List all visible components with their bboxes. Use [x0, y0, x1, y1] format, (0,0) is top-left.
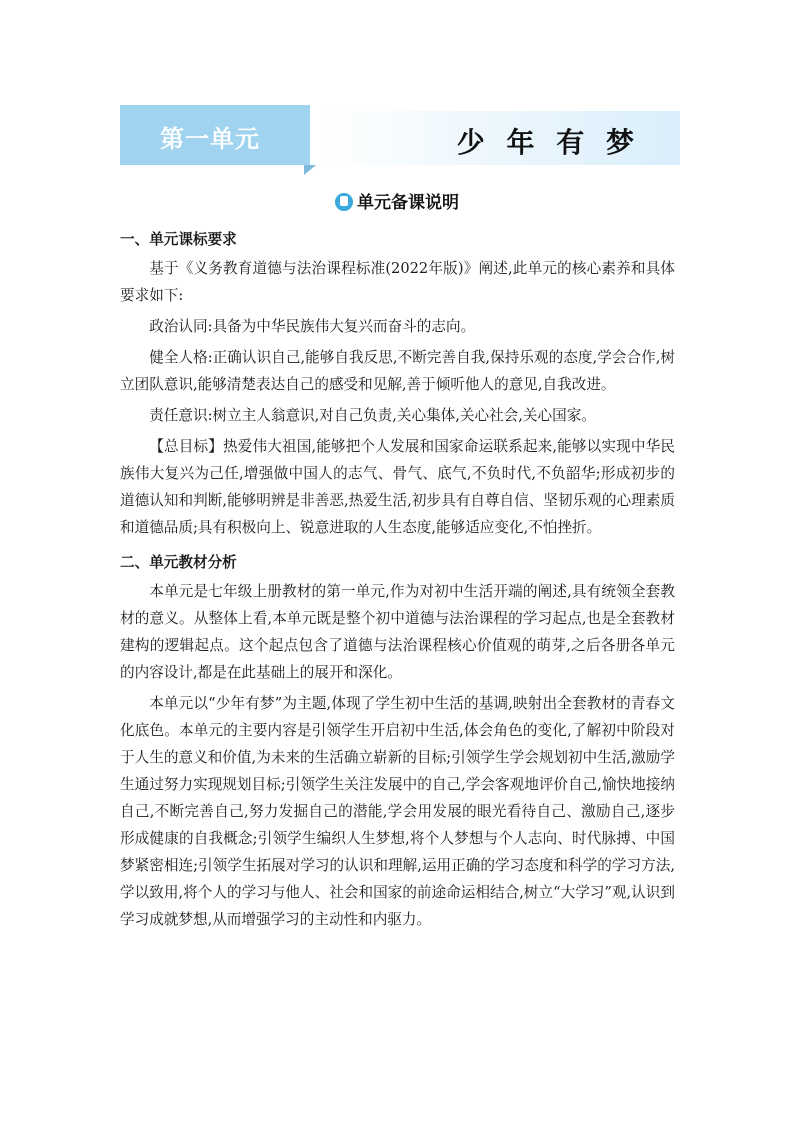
section-heading: 一、单元课标要求	[120, 231, 237, 248]
document-body	[120, 226, 675, 937]
paragraph: 责任意识:树立主人翁意识,对自己负责,关心集体,关心社会,关心国家。	[149, 407, 596, 424]
unit-title: 少 年 有 梦	[456, 126, 640, 159]
paragraph: 本单元以“少年有梦”为主题,体现了学生初中生活的基调,映射出全套教材的青春文化底色。本单元的主要内容是引领学生开启初中生活,体会角色的变化,了解初中阶段对于人生的意义和价值,为未来的生活确立崭新的目标;引领学生学会规划初中生活,激励学生通过努力实现规划目标;引领学生关注发展中的自己,学会客观地评价自己,愉快地接纳自己,不断完善自己,努力发掘自己的潜能,学会用发展的眼光看待自己、激励自己,逐步形成健康的自我概念;引领学生编织人生梦想,将个人梦想与个人志向、时代脉搏、中国梦紧密相连;引领学生拓展对学习的认识和理解,运用正确的学习态度和科学的学习方法,学以致用,将个人的学习与他人、社会和国家的前途命运相结合,树立“大学习”观,认识到学习成就梦想,从而增强学习的主动性和内驱力。	[120, 695, 675, 928]
unit-label: 第一单元	[160, 125, 260, 153]
paragraph: 基于《义务教育道德与法治课程标准(2022年版)》阐述,此单元的核心素养和具体要求如下:	[120, 260, 675, 304]
unit-title-block	[316, 111, 680, 165]
section-title-text: 单元备课说明	[357, 193, 459, 213]
unit-banner	[120, 105, 680, 165]
paragraph: 健全人格:正确认识自己,能够自我反思,不断完善自我,保持乐观的态度,学会合作,树立团队意识,能够清楚表达自己的感受和见解,善于倾听他人的意见,自我改进。	[120, 349, 675, 393]
unit-label-block	[120, 105, 316, 165]
paragraph: 【总目标】热爱伟大祖国,能够把个人发展和国家命运联系起来,能够以实现中华民族伟大复兴为己任,增强做中国人的志气、骨气、底气,不负时代,不负韶华;形成初步的道德认知和判断,能够明辨是非善恶,热爱生活,初步具有自尊自信、坚韧乐观的心理素质和道德品质;具有积极向上、锐意进取的人生态度,能够适应变化,不怕挫折。	[120, 438, 675, 536]
notebook-icon	[335, 193, 353, 211]
section-title	[0, 188, 794, 213]
paragraph: 政治认同:具备为中华民族伟大复兴而奋斗的志向。	[149, 318, 476, 335]
section-heading: 二、单元教材分析	[120, 554, 237, 571]
paragraph: 本单元是七年级上册教材的第一单元,作为对初中生活开端的阐述,具有统领全套教材的意义。从整体上看,本单元既是整个初中道德与法治课程的学习起点,也是全套教材建构的逻辑起点。这个起点包含了道德与法治课程核心价值观的萌芽,之后各册各单元的内容设计,都是在此基础上的展开和深化。	[120, 583, 675, 681]
